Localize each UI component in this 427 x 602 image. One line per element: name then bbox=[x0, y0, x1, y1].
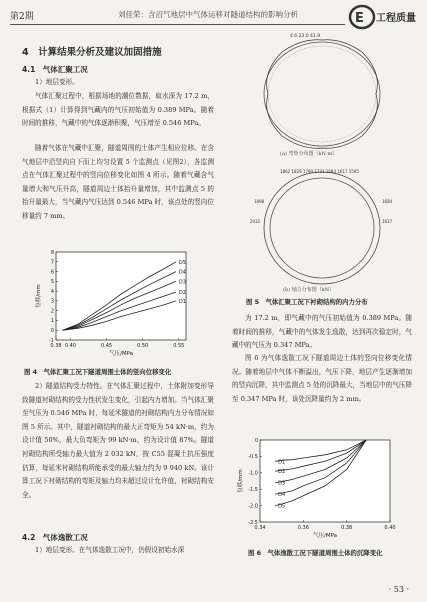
y-tick-label: 2 bbox=[50, 308, 54, 315]
axial-labels: 1862 1829 1790 1731 1684 1617 1595 bbox=[280, 169, 359, 174]
series-label: D2 bbox=[278, 469, 286, 476]
y-tick-label: 8 bbox=[50, 249, 54, 256]
paragraph: 2）隧道结构受力特性。在气体汇聚过程中，土体附加变形导致隧道衬砌结构的受力性状发生变化，引起内力增加。当气体汇聚至气压为 0.546 MPa 时，每延米隧道的衬砌结构内力分布情况如图 5 所示。其中，隧道衬砌结构的最大正弯矩为 54 kN·m，约为设计值 50%，最大负弯矩为 99 kN·m，约为设计值 87%。隧道衬砌结构所受轴力最大值为 2 032 kN，按 C55 混凝土抗压强度估算，每延米衬砌结构所能承受的最大轴力约为 9 940 kN。该计算工况下衬砌结构的弯矩及轴力均未超过设计允许值，衬砌结构安全。 bbox=[22, 382, 214, 499]
series-label: D4 bbox=[278, 492, 286, 499]
x-tick-label: 0.36 bbox=[297, 525, 309, 531]
series-label: D1 bbox=[178, 298, 186, 305]
y-tick-label: 1 bbox=[50, 318, 54, 325]
y-tick-label: -1.5 bbox=[248, 487, 258, 493]
paragraph: 1）地层变形。 bbox=[35, 78, 79, 86]
series-label: D5 bbox=[178, 259, 186, 266]
y-tick-label: -2.0 bbox=[248, 503, 258, 510]
series-label: D5 bbox=[278, 503, 286, 510]
page-number: · 53 · bbox=[388, 585, 409, 594]
x-tick-label: 0.38 bbox=[50, 343, 62, 349]
figure-5b-axial-diagram bbox=[232, 168, 412, 286]
paragraph: 为 17.2 m，即气藏中的气压初始值为 0.389 MPa。随着时间的推移，气藏中的气体发生逸散，达到再次稳定时，气藏中的气压为 0.347 MPa。 bbox=[232, 314, 412, 350]
x-tick-label: 0.55 bbox=[173, 343, 185, 349]
paragraph: 1）地层变形。在气体逸散工况中，仍假设初始水深 bbox=[35, 546, 185, 554]
svg-text:2032: 2032 bbox=[250, 219, 261, 224]
subsection-heading-4-1: 4.1 气体汇聚工况 bbox=[22, 65, 88, 74]
svg-text:1684: 1684 bbox=[382, 199, 393, 204]
y-tick-label: -0.5 bbox=[248, 454, 258, 461]
y-tick-label: 6 bbox=[50, 269, 54, 276]
figure-5-caption: 图 5 气体汇聚工况下衬砌结构的内力分布 bbox=[246, 298, 368, 306]
figure-4-caption: 图 4 气体汇聚工况下隧道周围土体的竖向位移变化 bbox=[24, 368, 172, 376]
paragraph: 气体汇聚过程中，根据场地的潮位数据，取水深为 17.2 m，根据式（1）计算得到气藏内的气压初始值为 0.389 MPa。随着时间的推移，气藏中的气体逐渐积聚，气压增至 0.546 MPa。 bbox=[22, 92, 214, 128]
logo-text: 工程质量 bbox=[376, 13, 416, 24]
y-tick-label: 0 bbox=[50, 328, 54, 335]
running-header bbox=[0, 0, 427, 36]
y-tick-label: 0 bbox=[254, 437, 258, 444]
figure-4-chart bbox=[34, 248, 204, 360]
moment-labels: 4.6 23.0 41.9 bbox=[290, 34, 321, 39]
x-tick-label: 0.40 bbox=[384, 525, 396, 531]
y-tick-label: 7 bbox=[50, 259, 54, 266]
series-label: D1 bbox=[278, 459, 286, 466]
svg-text:1898: 1898 bbox=[254, 199, 265, 204]
y-tick-label: 5 bbox=[50, 279, 54, 286]
y-tick-label: -2.5 bbox=[248, 519, 258, 526]
series-label: D2 bbox=[178, 290, 186, 297]
figure-6-chart bbox=[236, 436, 412, 544]
paragraph: 随着气体在气藏中汇聚，隧道周围的土体产生相应位移。在含气地层中沿竖向自下而上均匀设置 5 个监测点（见图2），各监测点在气体汇聚过程中的竖向位移变化如图 4 所示。随着气藏含气量增大和气压升高，隧道周边土体抬升量增加，其中监测点 5 的抬升量最大，当气藏内气压达到 0.546 MPa 时，该点处的竖向位移量约 7 mm。 bbox=[22, 144, 214, 220]
issue-number: 第2期 bbox=[10, 12, 34, 22]
y-axis-label: 位移/mm bbox=[36, 284, 42, 308]
journal-logo bbox=[348, 3, 418, 31]
figure-5b-subcaption: (b) 轴力分布图（kN） bbox=[283, 287, 335, 293]
x-tick-label: 0.40 bbox=[64, 343, 77, 349]
section-heading: 4 计算结果分析及建议加固措施 bbox=[22, 47, 162, 58]
x-tick-label: 0.45 bbox=[100, 343, 113, 349]
y-tick-label: 4 bbox=[50, 288, 54, 295]
svg-text:E: E bbox=[355, 11, 364, 26]
series-label: D4 bbox=[178, 269, 186, 276]
running-title: 刘佳荣：含沼气地层中气体运移对隧道结构的影响分析 bbox=[118, 10, 298, 19]
x-axis-label: 气压/MPa bbox=[312, 533, 338, 539]
figure-5a-subcaption: (a) 弯矩分布图（kN·m） bbox=[280, 151, 338, 157]
x-axis-label: 气压/MPa bbox=[108, 351, 134, 357]
y-tick-label: -1.0 bbox=[248, 470, 258, 477]
y-tick-label: 3 bbox=[50, 298, 54, 305]
figure-5a-moment-diagram bbox=[232, 32, 412, 157]
subsection-heading-4-2: 4.2 气体逸散工况 bbox=[22, 533, 88, 542]
series-label: D3 bbox=[178, 279, 186, 286]
series-label: D3 bbox=[278, 480, 286, 487]
svg-text:1617: 1617 bbox=[382, 219, 393, 224]
x-tick-label: 0.34 bbox=[254, 525, 266, 531]
figure-6-caption: 图 6 气体逸散工况下隧道周围土体的沉降变化 bbox=[248, 549, 383, 557]
y-tick-label: -1 bbox=[49, 337, 54, 344]
x-tick-label: 0.38 bbox=[341, 525, 353, 531]
y-axis-label: 位移/mm bbox=[238, 469, 244, 493]
x-tick-label: 0.50 bbox=[137, 343, 149, 349]
paragraph: 图 6 为气体逸散工况下隧道周边土体的竖向位移变化情况。随着地层中气体不断溢出，气压下降，地层产生逐渐增加的竖向沉降，其中监测点 5 处的沉降最大，当地层中的气压降至 0.347 MPa 时，该处沉降量约为 2 mm。 bbox=[232, 354, 412, 403]
header-rule bbox=[10, 24, 345, 25]
